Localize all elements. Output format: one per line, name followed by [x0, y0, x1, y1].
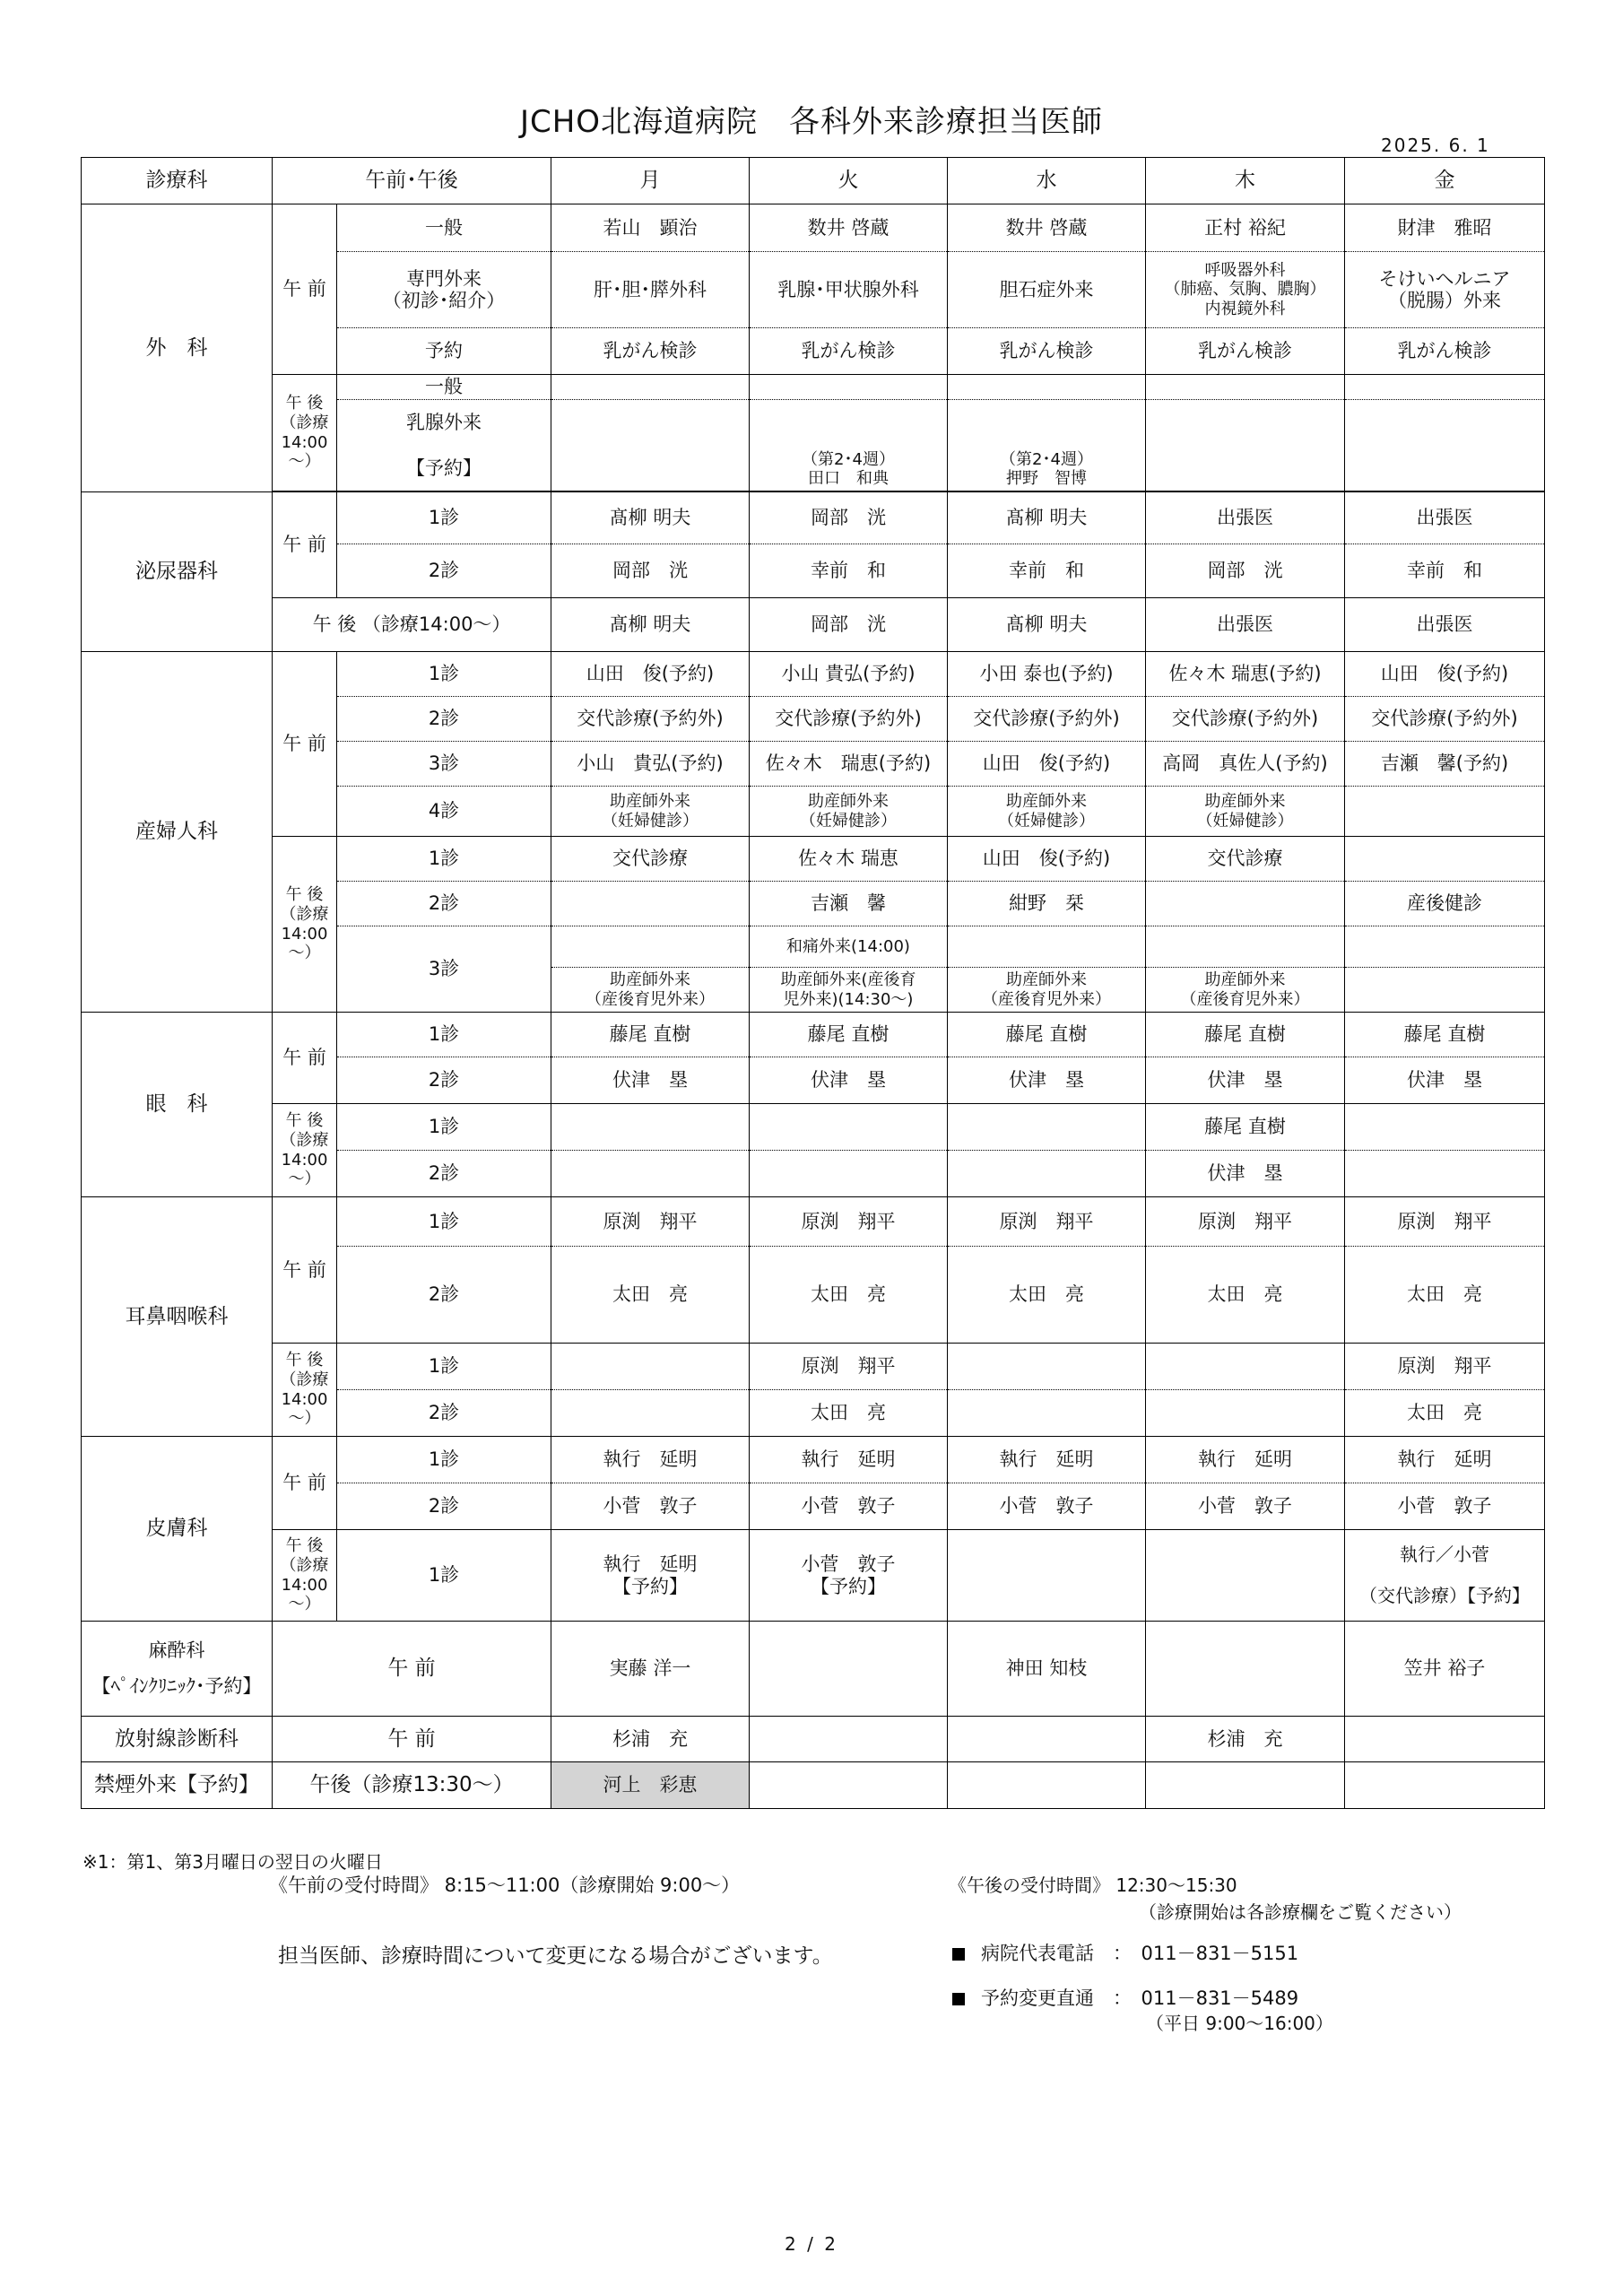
cell: 岡部 洸 — [551, 544, 750, 598]
nyusen-yoyaku: 【予約】 — [406, 457, 482, 479]
diag-label: 1診 — [337, 652, 551, 697]
cell: 吉瀬 馨 — [750, 882, 948, 926]
cell: 太田 亮 — [750, 1390, 948, 1437]
table-row — [82, 1530, 1545, 1622]
diag-label: 2診 — [337, 1247, 551, 1344]
cell: 藤尾 直樹 — [1146, 1013, 1345, 1057]
surgery-yoyaku-label: 予約 — [337, 328, 551, 375]
cell — [1146, 882, 1345, 926]
cell: 執行 延明 — [750, 1437, 948, 1483]
anes-time: 午 前 — [273, 1622, 551, 1717]
cell: 幸前 和 — [1345, 544, 1545, 598]
diag-label: 3診 — [337, 742, 551, 787]
ophth-am-label: 午 前 — [273, 1013, 337, 1104]
header-row — [82, 158, 1545, 204]
cell: 幸前 和 — [948, 544, 1146, 598]
cell — [1345, 1104, 1545, 1151]
note-pm-reception: 《午後の受付時間》 12:30～15:30 — [949, 1874, 1237, 1896]
obgyn-pm-label: 午 後 （診療 14:00 ～） — [273, 837, 337, 1013]
cell: 笠井 裕子 — [1345, 1622, 1545, 1717]
cell: 小山 貴弘(予約) — [551, 742, 750, 787]
cell: 杉浦 充 — [1146, 1717, 1345, 1762]
issue-date: 2025. 6. 1 — [1381, 135, 1490, 156]
obgyn-am-label: 午 前 — [273, 652, 337, 837]
table-row — [82, 652, 1545, 697]
cell: 小菅 敦子 — [948, 1483, 1146, 1530]
cell: （第2･4週） 田口 和典 — [750, 400, 948, 491]
cell: 交代診療(予約外) — [750, 697, 948, 742]
cell — [948, 375, 1146, 400]
diag-label: 1診 — [337, 837, 551, 882]
resv-label: 予約変更直通 ： 011－831－5489 — [981, 1987, 1299, 2009]
cell: 伏津 塁 — [750, 1057, 948, 1104]
cell: 紺野 栞 — [948, 882, 1146, 926]
cell — [1345, 1762, 1545, 1809]
cell: 出張医 — [1146, 492, 1345, 544]
cell: 岡部 洸 — [1146, 544, 1345, 598]
table-row — [82, 1622, 1545, 1717]
cell — [750, 375, 948, 400]
cell — [1146, 400, 1345, 491]
cell: そけいヘルニア （脱腸）外来 — [1345, 252, 1545, 328]
cell: 実藤 洋一 — [551, 1622, 750, 1717]
cell — [948, 926, 1146, 968]
table-row — [82, 1344, 1545, 1390]
dept-anes: 麻酔科 【ﾍﾟｲﾝｸﾘﾆｯｸ･予約】 — [82, 1622, 273, 1717]
cell: 乳がん検診 — [1146, 328, 1345, 375]
nyusen-title: 乳腺外来 — [406, 412, 482, 434]
cell: 出張医 — [1146, 598, 1345, 652]
tel-label: 病院代表電話 ： 011－831－5151 — [981, 1943, 1299, 1964]
cell: 執行 延明 — [948, 1437, 1146, 1483]
cell — [750, 1151, 948, 1197]
cell — [750, 1622, 948, 1717]
cell: 小菅 敦子 — [1146, 1483, 1345, 1530]
cell: 藤尾 直樹 — [750, 1013, 948, 1057]
cell: 伏津 塁 — [1146, 1151, 1345, 1197]
cell — [1345, 926, 1545, 968]
cell: 山田 俊(予約) — [948, 837, 1146, 882]
header-thu: 木 — [1146, 158, 1345, 204]
cell — [948, 1104, 1146, 1151]
cell: 伏津 塁 — [1146, 1057, 1345, 1104]
table-row — [82, 1437, 1545, 1483]
cell — [551, 400, 750, 491]
header-tue: 火 — [750, 158, 948, 204]
cell: 乳がん検診 — [948, 328, 1146, 375]
cell: 助産師外来 （妊婦健診） — [1146, 787, 1345, 837]
cell: 太田 亮 — [551, 1247, 750, 1344]
square-bullet-icon — [952, 1993, 965, 2005]
cell — [551, 1344, 750, 1390]
surgery-pm-ippan-label: 一般 — [337, 375, 551, 400]
diag-label: 2診 — [337, 882, 551, 926]
cell: 交代診療(予約外) — [1345, 697, 1545, 742]
cell — [948, 1151, 1146, 1197]
cell: 原渕 翔平 — [1146, 1197, 1345, 1247]
derm-pm-label: 午 後 （診療 14:00 ～） — [273, 1530, 337, 1622]
cell: 執行／小菅 （交代診療）【予約】 — [1345, 1530, 1545, 1622]
dept-ophth: 眼 科 — [82, 1013, 273, 1197]
cell: 助産師外来 （産後育児外来） — [551, 968, 750, 1013]
cell: 乳腺･甲状腺外科 — [750, 252, 948, 328]
cell: 杉浦 充 — [551, 1717, 750, 1762]
cell: 数井 啓蔵 — [750, 204, 948, 252]
header-ampm: 午前･午後 — [273, 158, 551, 204]
ent-pm-label: 午 後 （診療 14:00 ～） — [273, 1344, 337, 1437]
cell: 原渕 翔平 — [1345, 1344, 1545, 1390]
cell: 交代診療(予約外) — [551, 697, 750, 742]
schedule-table — [81, 157, 1545, 1809]
cell — [948, 1717, 1146, 1762]
cell: 助産師外来 （妊婦健診） — [948, 787, 1146, 837]
table-row — [82, 1013, 1545, 1057]
resv-hours: （平日 9:00～16:00） — [1146, 2013, 1333, 2034]
cell: 太田 亮 — [1146, 1247, 1345, 1344]
cell — [750, 1717, 948, 1762]
cell — [551, 375, 750, 400]
surgery-nyusen-label — [337, 400, 551, 491]
header-wed: 水 — [948, 158, 1146, 204]
cell: 藤尾 直樹 — [1345, 1013, 1545, 1057]
cell — [1146, 1622, 1345, 1717]
cell — [1146, 926, 1345, 968]
page-title: JCHO北海道病院 各科外来診療担当医師 — [519, 104, 1104, 140]
cell: 原渕 翔平 — [1345, 1197, 1545, 1247]
diag-label: 2診 — [337, 1483, 551, 1530]
cell: 助産師外来 （妊婦健診） — [551, 787, 750, 837]
diag-label: 2診 — [337, 544, 551, 598]
cell: 乳がん検診 — [1345, 328, 1545, 375]
cell: 交代診療 — [1146, 837, 1345, 882]
table-row — [82, 1762, 1545, 1809]
cell: 小菅 敦子 【予約】 — [750, 1530, 948, 1622]
cell: 交代診療(予約外) — [1146, 697, 1345, 742]
diag-label: 2診 — [337, 1057, 551, 1104]
cell — [551, 882, 750, 926]
surgery-ippan-label: 一般 — [337, 204, 551, 252]
note-footnote: ※1：第1、第3月曜日の翌日の火曜日 — [82, 1851, 383, 1873]
cell: 助産師外来 （産後育児外来） — [948, 968, 1146, 1013]
cell: （第2･4週） 押野 智博 — [948, 400, 1146, 491]
cell: 執行 延明 【予約】 — [551, 1530, 750, 1622]
table-row — [82, 598, 1545, 652]
surgery-pm-label: 午 後 （診療 14:00 ～） — [273, 375, 337, 491]
cell: 佐々木 瑞恵(予約) — [1146, 652, 1345, 697]
cell: 山田 俊(予約) — [551, 652, 750, 697]
cell: 藤尾 直樹 — [1146, 1104, 1345, 1151]
surgery-am-label: 午 前 — [273, 204, 337, 375]
cell — [1345, 837, 1545, 882]
cell: 高岡 真佐人(予約) — [1146, 742, 1345, 787]
cell: 交代診療(予約外) — [948, 697, 1146, 742]
cell — [1146, 375, 1345, 400]
cell: 髙柳 明夫 — [551, 598, 750, 652]
table-row — [82, 1717, 1545, 1762]
diag-label: 2診 — [337, 1390, 551, 1437]
note-pm-start: （診療開始は各診療欄をご覧ください） — [1139, 1901, 1462, 1923]
cell: 財津 雅昭 — [1345, 204, 1545, 252]
header-mon: 月 — [551, 158, 750, 204]
cell: 太田 亮 — [750, 1247, 948, 1344]
cell: 原渕 翔平 — [750, 1344, 948, 1390]
cell: 小田 泰也(予約) — [948, 652, 1146, 697]
cell — [1146, 1344, 1345, 1390]
cell: 伏津 塁 — [551, 1057, 750, 1104]
cell: 助産師外来(産後育 児外来)(14:30～) — [750, 968, 948, 1013]
cell: 執行 延明 — [551, 1437, 750, 1483]
cell — [1345, 968, 1545, 1013]
cell — [551, 1390, 750, 1437]
diag-label: 1診 — [337, 492, 551, 544]
table-row — [82, 492, 1545, 544]
cell: 原渕 翔平 — [750, 1197, 948, 1247]
cell: 小菅 敦子 — [551, 1483, 750, 1530]
cell: 髙柳 明夫 — [948, 598, 1146, 652]
cell: 太田 亮 — [948, 1247, 1146, 1344]
cell — [948, 1530, 1146, 1622]
cell — [551, 1104, 750, 1151]
header-dept: 診療科 — [82, 158, 273, 204]
cell: 和痛外来(14:00) — [750, 926, 948, 968]
cell: 呼吸器外科 （肺癌、気胸、膿胸） 内視鏡外科 — [1146, 252, 1345, 328]
diag-label: 2診 — [337, 697, 551, 742]
note-am-reception: 《午前の受付時間》 8:15～11:00（診療開始 9:00～） — [269, 1874, 741, 1896]
cell — [1146, 1530, 1345, 1622]
cell: 小山 貴弘(予約) — [750, 652, 948, 697]
diag-label: 1診 — [337, 1437, 551, 1483]
cell: 髙柳 明夫 — [948, 492, 1146, 544]
cell: 佐々木 瑞恵(予約) — [750, 742, 948, 787]
cell: 山田 俊(予約) — [1345, 652, 1545, 697]
cell — [1345, 375, 1545, 400]
cell: 幸前 和 — [750, 544, 948, 598]
cell: 藤尾 直樹 — [551, 1013, 750, 1057]
dept-urology: 泌尿器科 — [82, 492, 273, 652]
dept-obgyn: 産婦人科 — [82, 652, 273, 1013]
dept-ent: 耳鼻咽喉科 — [82, 1197, 273, 1437]
cell: 伏津 塁 — [948, 1057, 1146, 1104]
cell — [551, 1151, 750, 1197]
diag-label: 1診 — [337, 1013, 551, 1057]
cell: 岡部 洸 — [750, 492, 948, 544]
cell — [1146, 1762, 1345, 1809]
cell: 河上 彩恵 — [551, 1762, 750, 1809]
cell: 神田 知枝 — [948, 1622, 1146, 1717]
cell: 助産師外来 （産後育児外来） — [1146, 968, 1345, 1013]
cell: 肝･胆･膵外科 — [551, 252, 750, 328]
cell — [948, 1390, 1146, 1437]
smoke-time: 午後（診療13:30～） — [273, 1762, 551, 1809]
cell — [551, 926, 750, 968]
cell: 髙柳 明夫 — [551, 492, 750, 544]
cell: 小菅 敦子 — [1345, 1483, 1545, 1530]
cell — [1345, 1151, 1545, 1197]
cell — [1345, 400, 1545, 491]
dept-surgery: 外 科 — [82, 204, 273, 492]
cell: 正村 裕紀 — [1146, 204, 1345, 252]
cell: 乳がん検診 — [750, 328, 948, 375]
cell: 胆石症外来 — [948, 252, 1146, 328]
table-row — [82, 375, 1545, 400]
cell — [1146, 1390, 1345, 1437]
cell: 山田 俊(予約) — [948, 742, 1146, 787]
table-row — [82, 1197, 1545, 1247]
cell: 交代診療 — [551, 837, 750, 882]
cell — [1345, 1717, 1545, 1762]
cell: 佐々木 瑞恵 — [750, 837, 948, 882]
table-row — [82, 837, 1545, 882]
cell: 伏津 塁 — [1345, 1057, 1545, 1104]
cell: 原渕 翔平 — [551, 1197, 750, 1247]
diag-label: 1診 — [337, 1344, 551, 1390]
dept-smoke: 禁煙外来【予約】 — [82, 1762, 273, 1809]
surgery-senmon-label: 専門外来 （初診･紹介） — [337, 252, 551, 328]
page-number: 2 / 2 — [785, 2233, 838, 2255]
note-change: 担当医師、診療時間について変更になる場合がございます。 — [278, 1944, 833, 1968]
square-bullet-icon — [952, 1948, 965, 1961]
cell: 助産師外来 （妊婦健診） — [750, 787, 948, 837]
table-row — [82, 1104, 1545, 1151]
cell: 小菅 敦子 — [750, 1483, 948, 1530]
cell: 岡部 洸 — [750, 598, 948, 652]
cell: 藤尾 直樹 — [948, 1013, 1146, 1057]
urology-am-label: 午 前 — [273, 492, 337, 598]
diag-label: 1診 — [337, 1104, 551, 1151]
diag-label: 4診 — [337, 787, 551, 837]
cell: 産後健診 — [1345, 882, 1545, 926]
cell — [948, 1344, 1146, 1390]
resv-line — [952, 1984, 1298, 2011]
cell — [750, 1104, 948, 1151]
ophth-pm-label: 午 後 （診療 14:00 ～） — [273, 1104, 337, 1197]
cell: 太田 亮 — [1345, 1390, 1545, 1437]
derm-am-label: 午 前 — [273, 1437, 337, 1530]
diag-label: 1診 — [337, 1530, 551, 1622]
ent-am-label: 午 前 — [273, 1197, 337, 1344]
tel-line — [952, 1939, 1298, 1966]
radio-time: 午 前 — [273, 1717, 551, 1762]
diag-label: 3診 — [337, 926, 551, 1013]
cell: 太田 亮 — [1345, 1247, 1545, 1344]
dept-radio: 放射線診断科 — [82, 1717, 273, 1762]
header-fri: 金 — [1345, 158, 1545, 204]
cell: 乳がん検診 — [551, 328, 750, 375]
cell: 吉瀬 馨(予約) — [1345, 742, 1545, 787]
diag-label: 1診 — [337, 1197, 551, 1247]
dept-derm: 皮膚科 — [82, 1437, 273, 1622]
cell — [1345, 787, 1545, 837]
cell — [750, 1762, 948, 1809]
cell: 原渕 翔平 — [948, 1197, 1146, 1247]
cell: 出張医 — [1345, 598, 1545, 652]
cell: 数井 啓蔵 — [948, 204, 1146, 252]
cell: 執行 延明 — [1345, 1437, 1545, 1483]
cell: 出張医 — [1345, 492, 1545, 544]
cell: 若山 顕治 — [551, 204, 750, 252]
urology-pm-label: 午 後 （診療14:00～） — [273, 598, 551, 652]
table-row — [82, 204, 1545, 252]
diag-label: 2診 — [337, 1151, 551, 1197]
cell: 執行 延明 — [1146, 1437, 1345, 1483]
cell — [948, 1762, 1146, 1809]
